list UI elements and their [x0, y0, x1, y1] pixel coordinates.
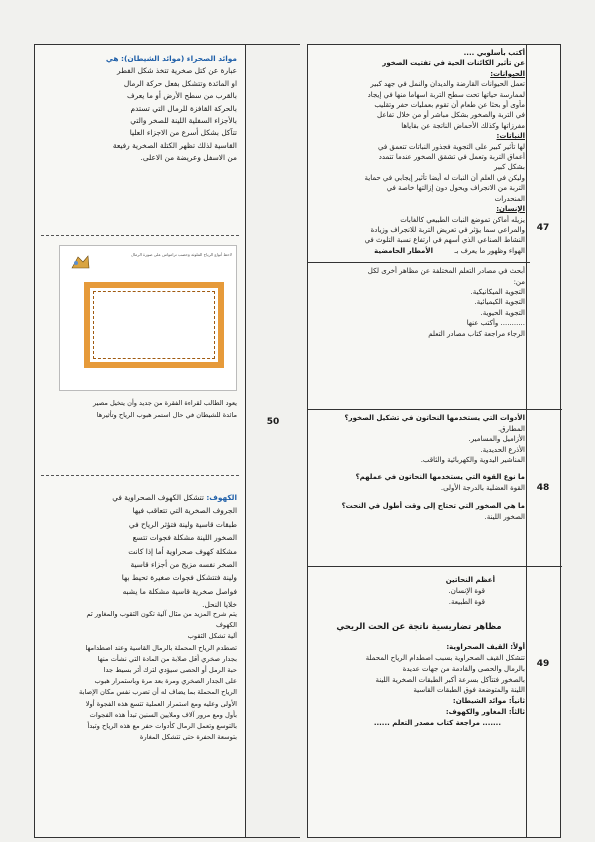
text-line: يعود الطالب لقراءة الفقرة من جديد وأن يتخيل مصير [92, 399, 237, 407]
row-47-subdivider [308, 262, 530, 263]
row-divider [308, 409, 562, 410]
reference-note: ....... مراجعة كتاب مصدر التعلم ...... [373, 718, 501, 727]
text-line: الهواء وظهور ما يعرف بـ [454, 246, 525, 255]
second-section-label: ثانياً: موائد الشيطان: [452, 697, 525, 706]
text-line: ........... وأكتب عنها [466, 319, 525, 328]
tools-list [313, 424, 525, 466]
text-line: التجوية الحيوية. [480, 308, 525, 317]
text-line: الجروف الصخرية التي تتعاقب فيها [132, 506, 237, 516]
text-line: عبارة عن كتل صخرية تتخذ شكل الفطر [117, 66, 237, 76]
text-line: الرجاء مراجعة كتاب مصادر التعلم [428, 329, 525, 338]
text-line: التجوية الميكانيكية. [470, 287, 525, 296]
acid-rain-term: الأمطار الحامضية [374, 246, 433, 255]
text-line: خلايا النحل. [202, 600, 237, 610]
research-task [313, 266, 525, 339]
text-line: يتم شرح المزيد من مثال آلية تكون الثقوب والمغاور ثم [86, 610, 237, 618]
middle-strip [246, 44, 300, 838]
rocks-answer: الصخور اللينة. [484, 512, 525, 521]
text-line: وليكن في العلم أن النبات له أيضا تأثير إيجابي في حماية [364, 173, 525, 182]
desert-tables-paragraph [41, 53, 237, 165]
text-line: تصطدم الرياح المحملة بالرمال القاسية وعند اصطدامها [85, 643, 237, 652]
text-line: بالتوسع وتعمل الرمال كأدوات حفر مع هذه الرياح وتبدأ [87, 722, 237, 731]
text-line: المنحدرات [494, 194, 525, 203]
text-line: آلية تشكل الثقوب [187, 632, 237, 641]
row-number-49: 49 [536, 659, 550, 669]
image-frame [84, 282, 224, 368]
student-task-text [41, 397, 237, 422]
text-line: بجدار صخري أقل صلابة من المادة التي نشأت منها [97, 654, 237, 663]
left-panel [34, 44, 246, 838]
text-line: أكتب بأسلوبي .... [463, 49, 525, 57]
text-line: قوة الطبيعة. [448, 597, 485, 606]
text-line: أبحث في مصادر التعلم المختلفة عن مظاهر أخرى لكل [367, 267, 525, 276]
text-line: مأوى أو بحثا عن طعام أن تقوم بعمليات حفر وتقليب [374, 101, 525, 110]
animals-text [313, 79, 525, 131]
first-section-text [313, 653, 525, 696]
text-line: لها تأثير كبير على التجوية فجذور النباتات تتعمق في [378, 142, 525, 151]
divider [41, 475, 239, 476]
text-line: الصخور اللينة مشكلة فجوات تتسع [132, 533, 237, 543]
rock-illustration-icon [70, 254, 90, 270]
text-line: اللينة والمتوضعة فوق الطبقات القاسية [413, 686, 525, 695]
greatest-sculptors: أعظم النحاتين [445, 576, 495, 584]
text-line: في التربة والصخور بشكل مباشر أو من خلال تفاعل [377, 111, 525, 120]
text-line: بتوسعة الحفرة حتى تتشكل المغارة [139, 733, 237, 742]
plants-text [313, 142, 525, 204]
caves-paragraph [41, 491, 237, 612]
text-line: بالأجزاء السفلية اللينة للصخر والتي [130, 116, 237, 126]
row-49-content [313, 575, 525, 729]
text-line: من: [513, 277, 525, 286]
force-answer: القوة العضلية بالدرجة الأولى. [440, 483, 525, 492]
text-line: طبقات قاسية ولينة فتؤثر الرياح في [128, 519, 237, 529]
first-section-label: أولاً: القيف الصحراوية: [446, 643, 525, 652]
text-line: القاسية لذلك تظهر الكتلة الصخرية رفيعة [112, 140, 237, 150]
text-line: والمراعي سما يؤثر في تعريض التربة للانجراف وزيادة [370, 225, 525, 234]
text-line: مائدة للشيطان في حال استمر هبوب الرياح وتأثيرها [96, 411, 237, 420]
row-47-heading [313, 48, 525, 69]
desert-tables-text [41, 65, 237, 164]
page-number-50: 50 [266, 417, 280, 427]
text-line: الأزاميل والمسامير. [468, 435, 525, 444]
text-line: عن تأثير الكائنات الحية في تفتيت الصخور [382, 59, 525, 68]
force-question: ما نوع القوة التي يستخدمها النحاتون في عملهم؟ [355, 472, 525, 481]
text-line: النشاط الصناعي الذي أسهم في ارتفاع نسبة التلوث في [364, 236, 525, 245]
text-line: مشكلة كهوف صحراوية أما إذا كانت [128, 546, 237, 556]
text-line: تتآكل بشكل أسرع من الاجزاء العليا [129, 128, 237, 138]
text-line: الصخر نفسه مزيج من أجزاء قاسية [130, 560, 237, 570]
text-line: على الجدار الصخري ومرة بعد مرة وباستمرار هبوب [94, 677, 237, 686]
wind-erosion-heading: مظاهر تضاريسية ناتجة عن الحت الريحي [336, 621, 502, 632]
text-line: الرياح المحملة بما يضاف له أن تضرب نفس مكان الإصابة [79, 688, 237, 697]
tools-question: الأدوات التي يستخدمها النحاتون في تشكيل الصخور؟ [344, 414, 525, 422]
row-48-content [313, 413, 525, 522]
caves-text [41, 504, 237, 611]
text-line: لممارسة حياتها تحت سطح التربة اسهاما منها في إيجاد [367, 90, 525, 99]
text-line: تعمل الحيوانات القارضة والديدان والنمل في جهد كبير [370, 80, 525, 89]
text-line: ولينة فتتشكل فجوات صغيرة تحيط بها [121, 573, 237, 583]
third-section-label: ثالثاً: المغاور والكهوف: [445, 707, 525, 716]
textbook-image [59, 245, 237, 391]
divider [41, 235, 239, 236]
text-line: التجوية الكيميائية. [474, 298, 525, 307]
text-line: أعماق التربة وتعمل في تشقق الصخور عندما تتمدد [378, 153, 525, 162]
row-47-content [313, 48, 525, 339]
text-line: بالحركة القافزة للرمال التي تستدم [130, 103, 237, 113]
row-number-47: 47 [536, 223, 550, 233]
human-title: الإنسان: [496, 205, 525, 214]
text-line: بالرمال والحصى والقادمة من جهات عديدة [402, 664, 525, 673]
text-line: قوة الإنسان. [448, 586, 485, 595]
holes-formation-text [41, 609, 237, 743]
text-line: التربة من الانجراف ويحول دون إزالتها خاصة في [386, 184, 525, 193]
plants-title: النباتات: [496, 132, 525, 141]
text-line: بأول ومع مرور آلاف وملايين السنين تبدأ هذه الفجوات [89, 710, 237, 719]
text-line: يزيله أماكن تموضع النبات الطبيعي كالغابات [400, 215, 525, 224]
sculptors-list [313, 586, 485, 608]
text-line: حبة الرمل أو الحصى سيؤدي لترك أثر بسيط جدا [103, 666, 237, 675]
page-number-column [526, 45, 560, 837]
text-line: المناشير اليدوية والكهربائية والثاقب. [420, 456, 525, 465]
image-caption: لاحظ أنواع الرياح الملوثة وحصب ترامواس على صورة الرمال [130, 252, 232, 257]
rocks-question: ما هي الصخور التي تحتاج إلى وقت أطول في النحت؟ [341, 502, 525, 511]
text-line: فواصل صخرية قاسية مشكلة ما يشبه [122, 586, 237, 596]
lesson-table [307, 44, 561, 838]
text-line: بالصخور فتتآكل بسرعة أكبر الطبقات الصخرية اللينة [375, 675, 525, 684]
row-divider [308, 566, 562, 567]
text-line: الأولى وعليه ومع استمرار العملية تتسع هذه الفجوة أولا [85, 699, 237, 708]
caves-intro: تتشكل الكهوف الصحراوية في [112, 493, 204, 502]
text-line: الكهوف [215, 621, 237, 630]
animals-title: الحيوانات: [490, 69, 525, 78]
caves-title: الكهوف: [206, 493, 237, 502]
text-line: مفرزاتها وكذلك الأحماض الناتجة عن بقاياها [401, 121, 525, 130]
text-line: او المائدة وتتشكل بفعل حركة الرمال [123, 78, 237, 88]
text-line: تتشكل القيف الصحراوية بسبب اصطدام الرياح المحملة [365, 653, 525, 662]
text-line: المطارق. [497, 424, 525, 433]
text-line: من الاسفل وعريضة من الاعلى. [140, 153, 237, 163]
row-number-48: 48 [536, 483, 550, 493]
text-line: بالقرب من سطح الأرض أو ما يعرف [126, 91, 237, 101]
desert-tables-title: موائد الصحراء (موائد الشيطان): هي [105, 54, 237, 63]
text-line: بشكل كبير [493, 163, 525, 172]
text-line: الأذرع الحديدية. [480, 445, 525, 454]
